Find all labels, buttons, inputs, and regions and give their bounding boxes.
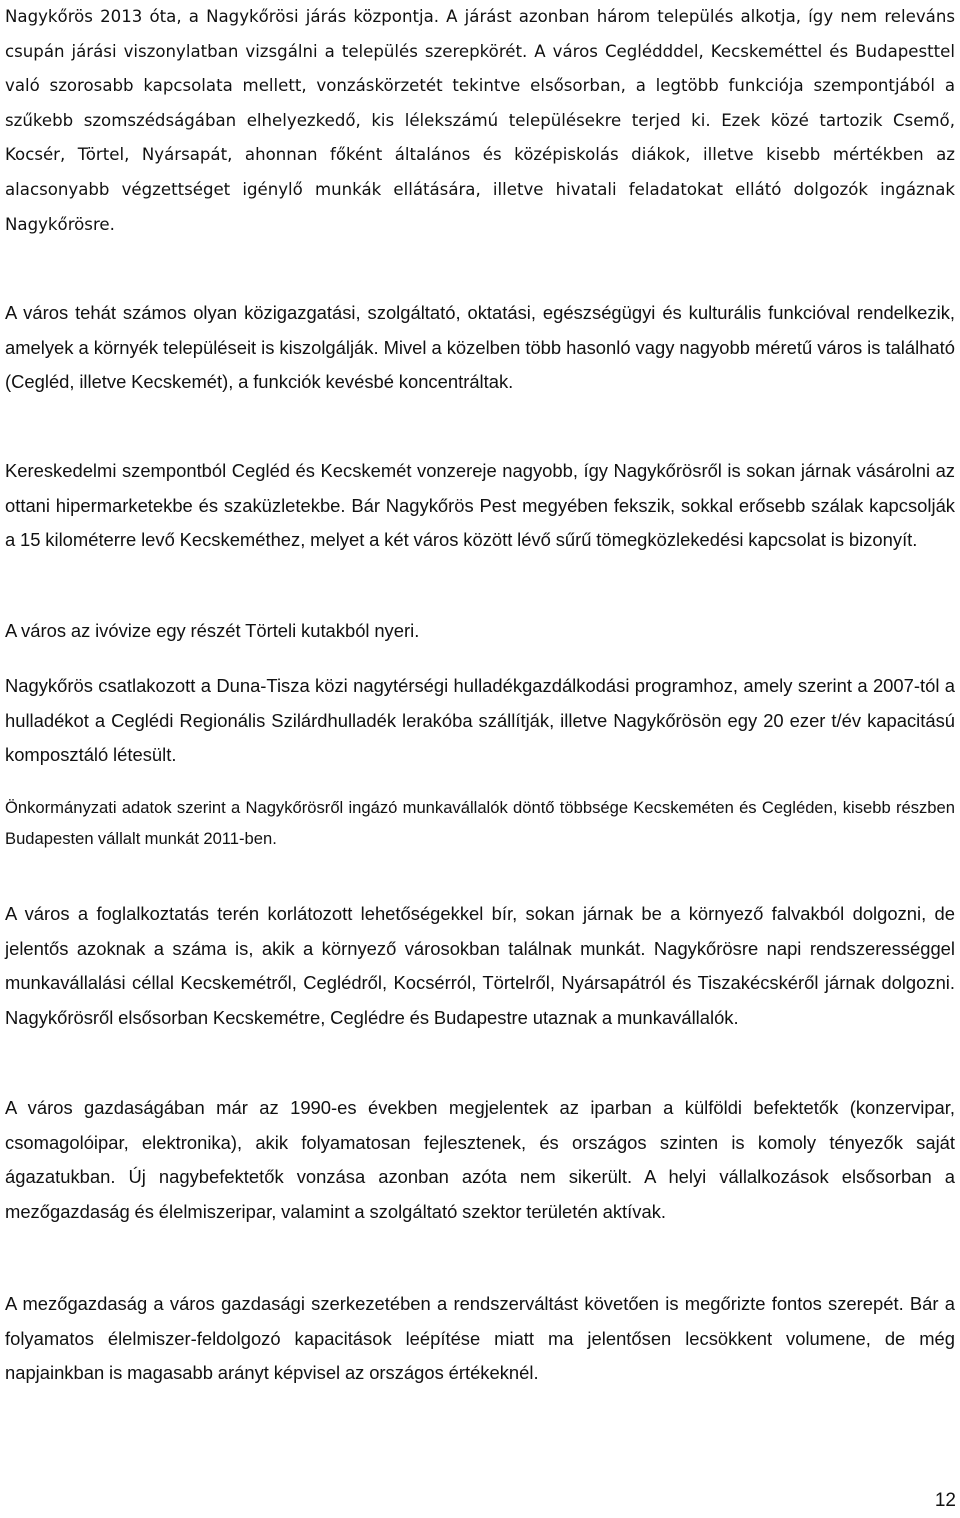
paragraph-waste-management: Nagykőrös csatlakozott a Duna-Tisza közi nagytérségi hulladékgazdálkodási programhoz, amely szerint a 2007-tól a hulladékot a Ceglédi Regionális Szilárdhulladék lerakóba szállítják, illetve Nagykőrösön egy 20 ezer t/év kapacitású komposztáló létesült.: [5, 675, 955, 766]
paragraph-commerce: Kereskedelmi szempontból Cegléd és Kecskemét vonzereje nagyobb, így Nagykőrösről is sokan járnak vásárolni az ottani hipermarketekbe és szaküzletekbe. Bár Nagykőrös Pest megyében fekszik, sokkal erősebb szálak kapcsolják a 15 kilométerre levő Kecskeméthez, melyet a két város között lévő sűrű tömegközlekedési kapcsolat is bizonyít.: [5, 460, 955, 551]
paragraph-nagykoros-district: Nagykőrös 2013 óta, a Nagykőrösi járás központja. A járást azonban három település alkotja, így nem releváns csupán járási viszonylatban vizsgálni a település szerepkörét. A város Ceglédddel, Kecskeméttel és Budapesttel való szorosabb kapcsolata mellett, vonzáskörzetét tekintve elsősorban, a legtöbb funkciója szempontjából a szűkebb szomszédságában elhelyezkedő, kis lélekszámú településekre terjed ki. Ezek közé tartozik Csemő, Kocsér, Törtel, Nyársapát, ahonnan főként általános és középiskolás diákok, illetve kisebb mértékben az alacsonyabb végzettséget igénylő munkák ellátására, illetve hivatali feladatokat ellátó dolgozók ingáznak Nagykőrösre.: [5, 7, 955, 234]
paragraph-functions: A város tehát számos olyan közigazgatási, szolgáltató, oktatási, egészségügyi és kulturális funkcióval rendelkezik, amelyek a környék településeit is kiszolgálják. Mivel a közelben több hasonló vagy nagyobb méretű város is található (Cegléd, illetve Kecskemét), a funkciók kevésbé koncentráltak.: [5, 302, 955, 393]
paragraph-drinking-water: A város az ivóvize egy részét Törteli kutakból nyeri.: [5, 620, 420, 641]
paragraph-employment: A város a foglalkoztatás terén korlátozott lehetőségekkel bír, sokan járnak be a környező falvakból dolgozni, de jelentős azoknak a száma is, akik a környező városokban találnak munkát. Nagykőrösre napi rendszerességgel munkavállalási céllal Kecskemétről, Ceglédről, Kocsérról, Törtelről, Nyársapátról és Tiszakécskéről járnak dolgozni. Nagykőrösről elsősorban Kecskemétre, Ceglédre és Budapestre utaznak a munkavállalók.: [5, 903, 955, 1028]
paragraph-agriculture: A mezőgazdaság a város gazdasági szerkezetében a rendszerváltást követően is megőrizte fontos szerepét. Bár a folyamatos élelmiszer-feldolgozó kapacitások leépítése miatt ma jelentősen lecsökkent volumene, de még napjainkban is magasabb arányt képvisel az országos értékeknél.: [5, 1293, 955, 1384]
page-number: 12: [934, 1490, 956, 1511]
paragraph-commuters-data: Önkormányzati adatok szerint a Nagykőrösről ingázó munkavállalók döntő többsége Kecskeméten és Cegléden, kisebb részben Budapesten vállalt munkát 2011-ben.: [5, 798, 955, 848]
paragraph-economy: A város gazdaságában már az 1990-es években megjelentek az iparban a külföldi befektetők (konzervipar, csomagolóipar, elektronika), akik folyamatosan fejlesztenek, és országos szinten is komoly tényezők saját ágazatukban. Új nagybefektetők vonzása azonban azóta nem sikerült. A helyi vállalkozások elsősorban a mezőgazdaság és élelmiszeripar, valamint a szolgáltató szektor területén aktívak.: [5, 1097, 955, 1222]
